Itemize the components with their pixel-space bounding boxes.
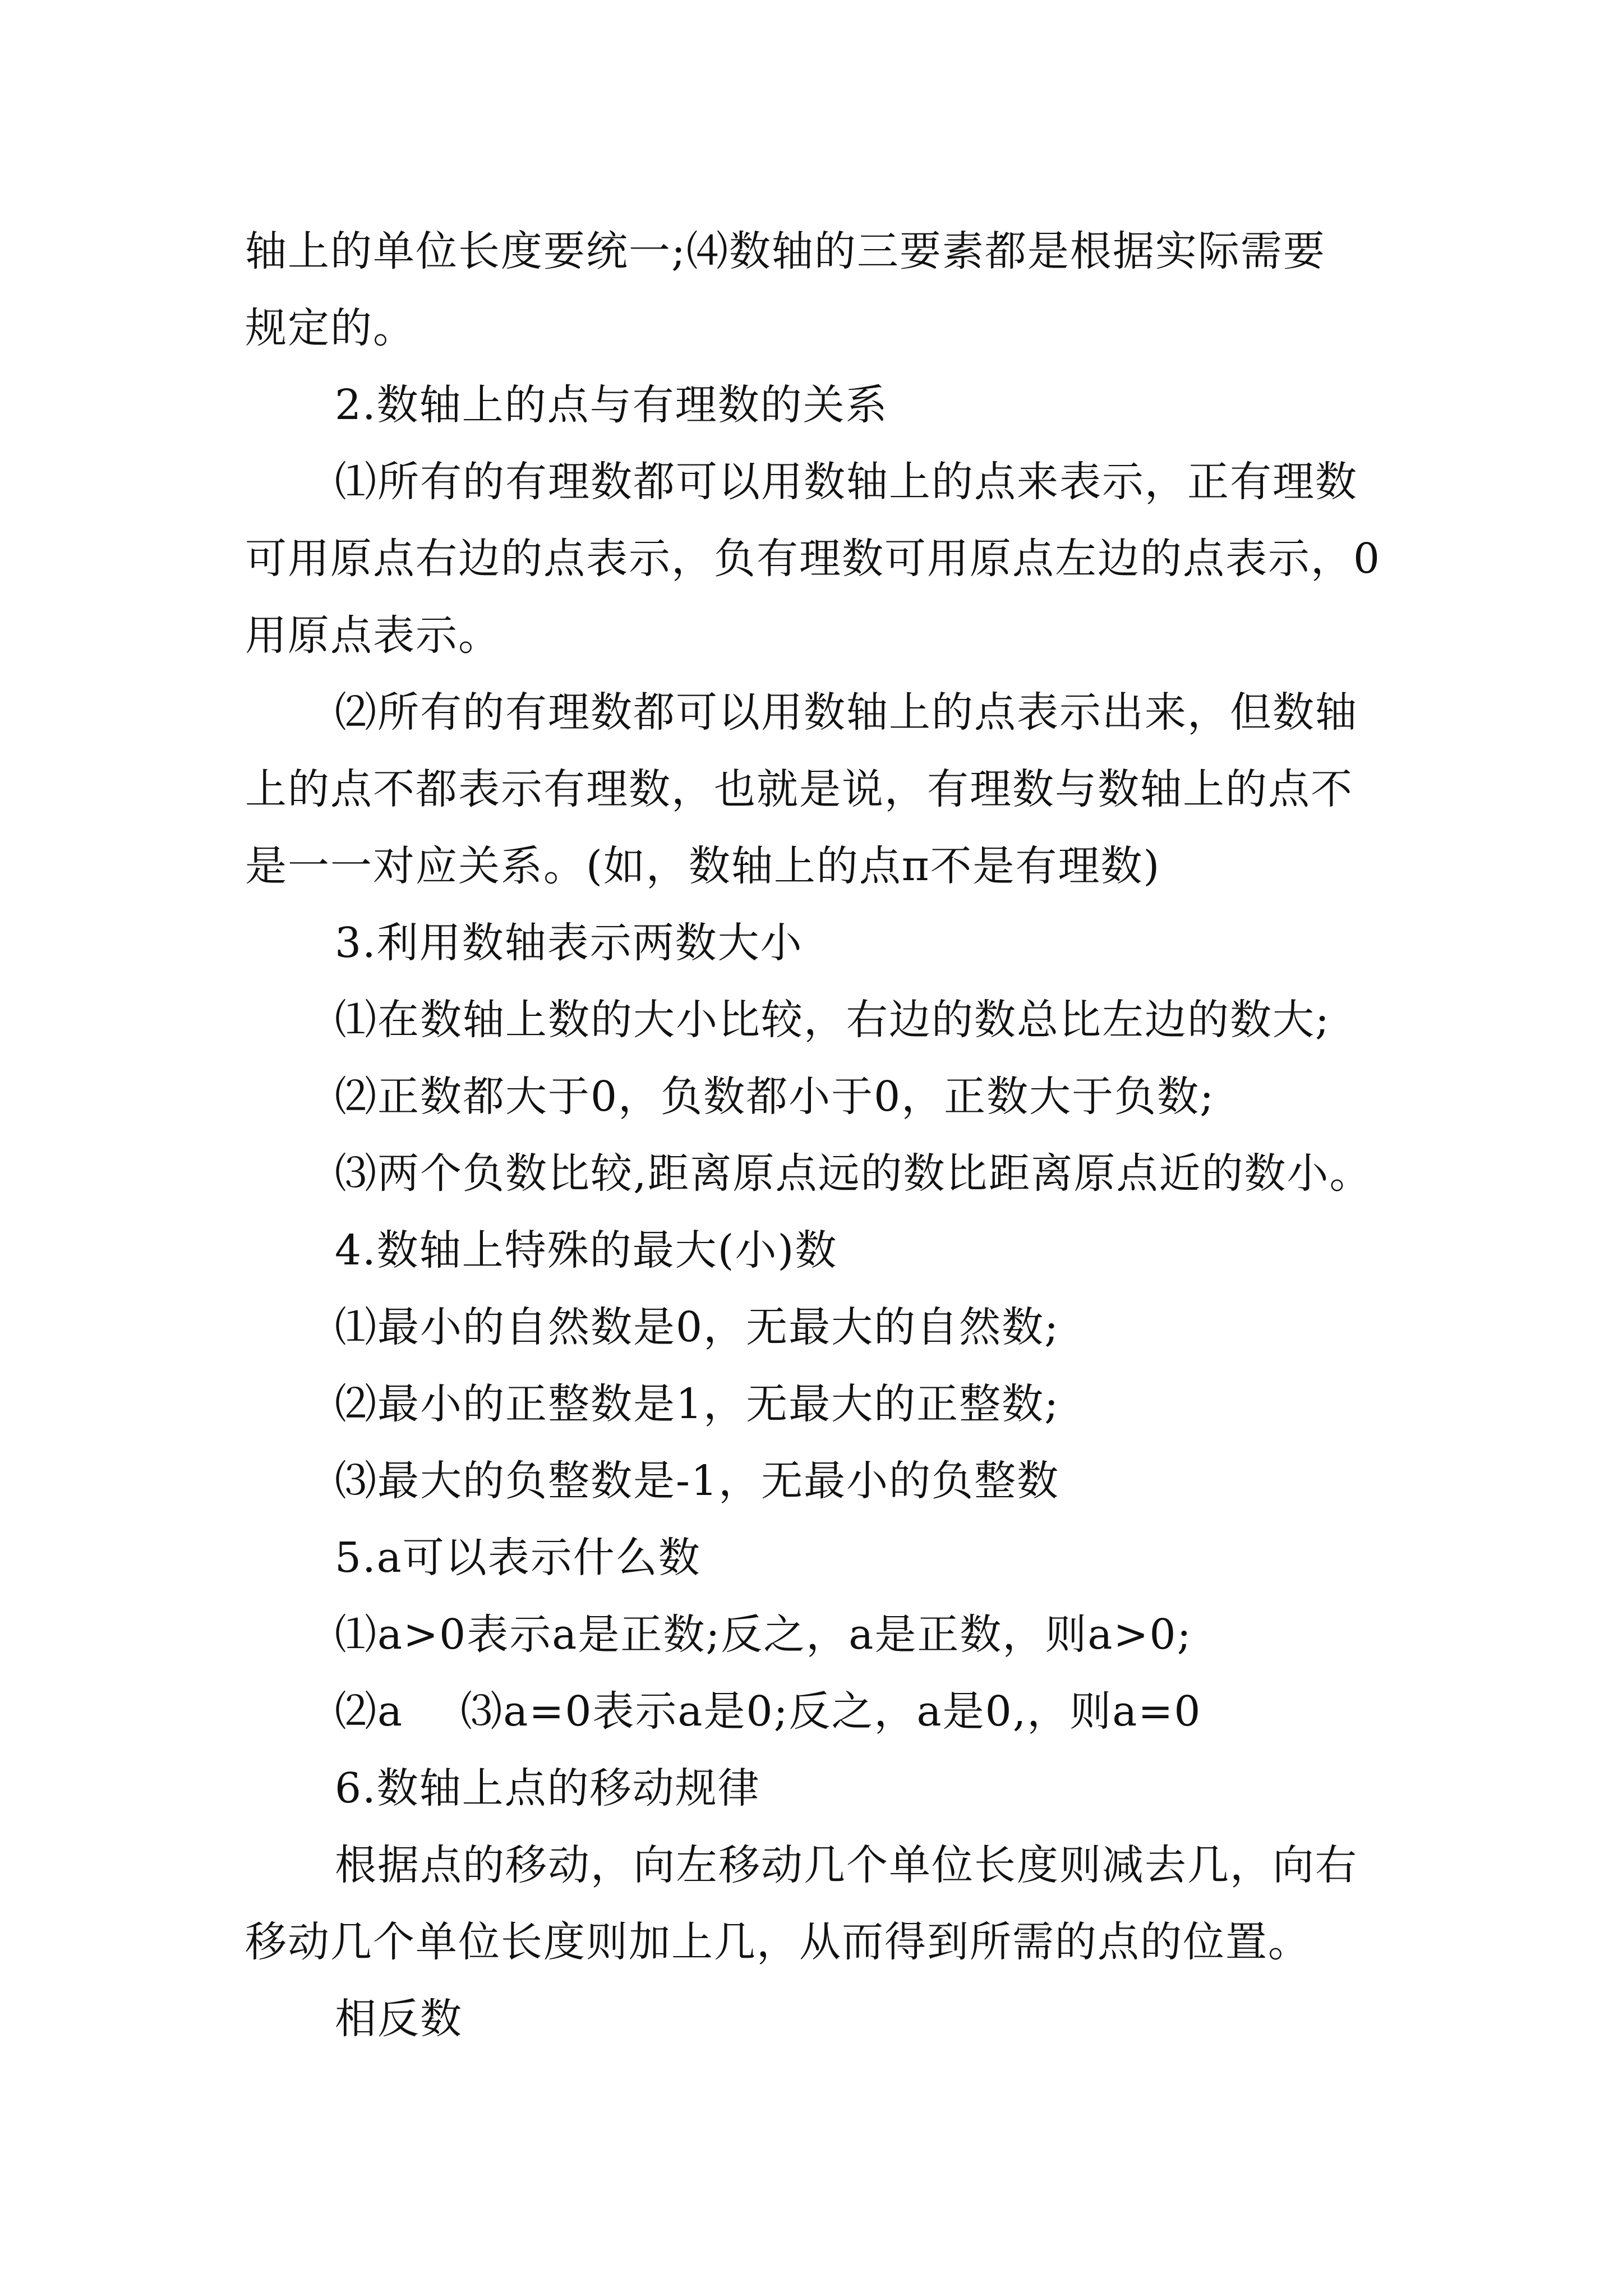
text-line-20: ⑵a ⑶a=0表示a是0;反之，a是0,，则a=0 [335, 1687, 1202, 1736]
text-line-5: 可用原点右边的点表示，负有理数可用原点左边的点表示，0 [245, 535, 1381, 583]
section-heading-4: 4.数轴上特殊的最大(小)数 [335, 1226, 838, 1274]
text-line-9: 是一一对应关系。(如，数轴上的点π不是有理数) [245, 842, 1161, 890]
section-heading-3: 3.利用数轴表示两数大小 [335, 919, 803, 967]
section-heading-2: 2.数轴上的点与有理数的关系 [335, 381, 888, 429]
section-heading-opposite-numbers: 相反数 [335, 1995, 463, 2043]
text-line-8: 上的点不都表示有理数，也就是说，有理数与数轴上的点不 [245, 765, 1353, 813]
text-line-19: ⑴a>0表示a是正数;反之，a是正数，则a>0; [335, 1611, 1192, 1659]
text-line-12: ⑵正数都大于0，负数都小于0，正数大于负数; [335, 1073, 1215, 1121]
text-line-4: ⑴所有的有理数都可以用数轴上的点来表示，正有理数 [335, 458, 1358, 506]
document-body [245, 213, 1389, 2058]
text-line-23: 移动几个单位长度则加上几，从而得到所需的点的位置。 [245, 1918, 1311, 1966]
text-line-6: 用原点表示。 [245, 611, 501, 660]
text-line-1: 轴上的单位长度要统一;⑷数轴的三要素都是根据实际需要 [245, 227, 1326, 275]
text-line-13: ⑶两个负数比较,距离原点远的数比距离原点近的数小。 [335, 1149, 1372, 1198]
text-line-2: 规定的。 [245, 304, 416, 352]
section-heading-6: 6.数轴上点的移动规律 [335, 1764, 760, 1812]
text-line-16: ⑵最小的正整数是1，无最大的正整数; [335, 1380, 1060, 1428]
text-line-17: ⑶最大的负整数是-1，无最小的负整数 [335, 1457, 1060, 1505]
text-line-11: ⑴在数轴上数的大小比较，右边的数总比左边的数大; [335, 996, 1330, 1044]
text-line-22: 根据点的移动，向左移动几个单位长度则减去几，向右 [335, 1841, 1358, 1889]
text-line-7: ⑵所有的有理数都可以用数轴上的点表示出来，但数轴 [335, 688, 1358, 737]
section-heading-5: 5.a可以表示什么数 [335, 1534, 701, 1582]
text-line-15: ⑴最小的自然数是0，无最大的自然数; [335, 1303, 1060, 1351]
